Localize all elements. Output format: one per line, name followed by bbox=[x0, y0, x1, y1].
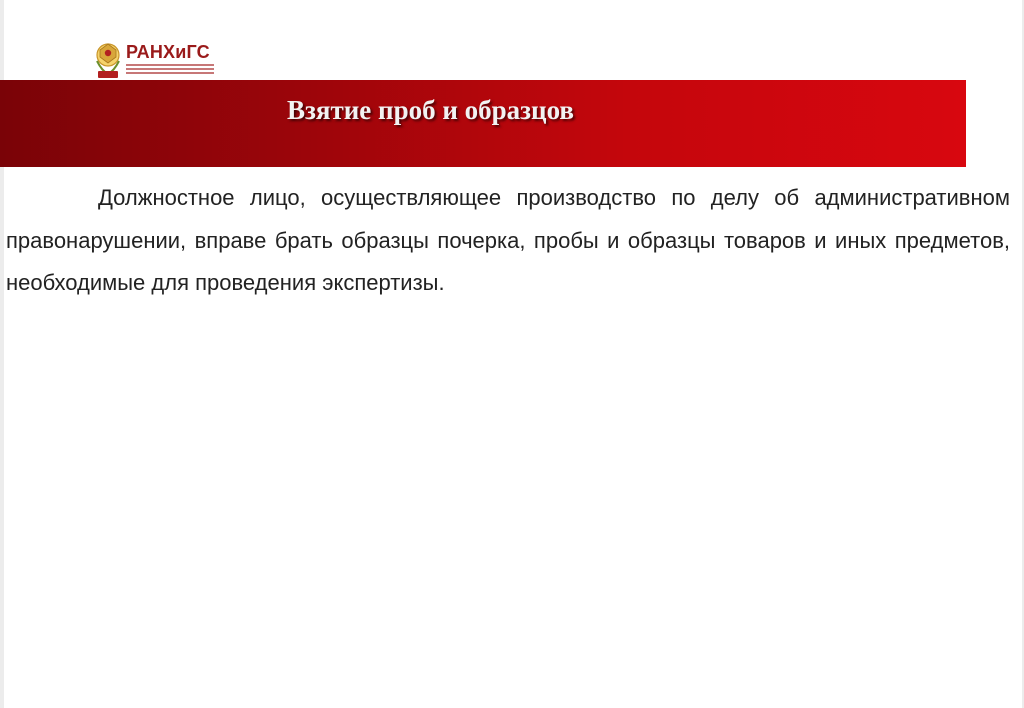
logo-subtitle-lines bbox=[126, 64, 214, 76]
slide-title: Взятие проб и образцов bbox=[287, 95, 574, 125]
logo-name: РАНХиГС bbox=[126, 42, 210, 62]
ranepa-logo bbox=[94, 41, 220, 79]
emblem-icon bbox=[94, 41, 122, 79]
body-paragraph: Должностное лицо, осуществляющее производство по делу об административном правонарушении, вправе брать образцы почерка, пробы и образцы товаров и иных предметов, необходимые для проведения экспертизы. bbox=[6, 185, 1010, 295]
